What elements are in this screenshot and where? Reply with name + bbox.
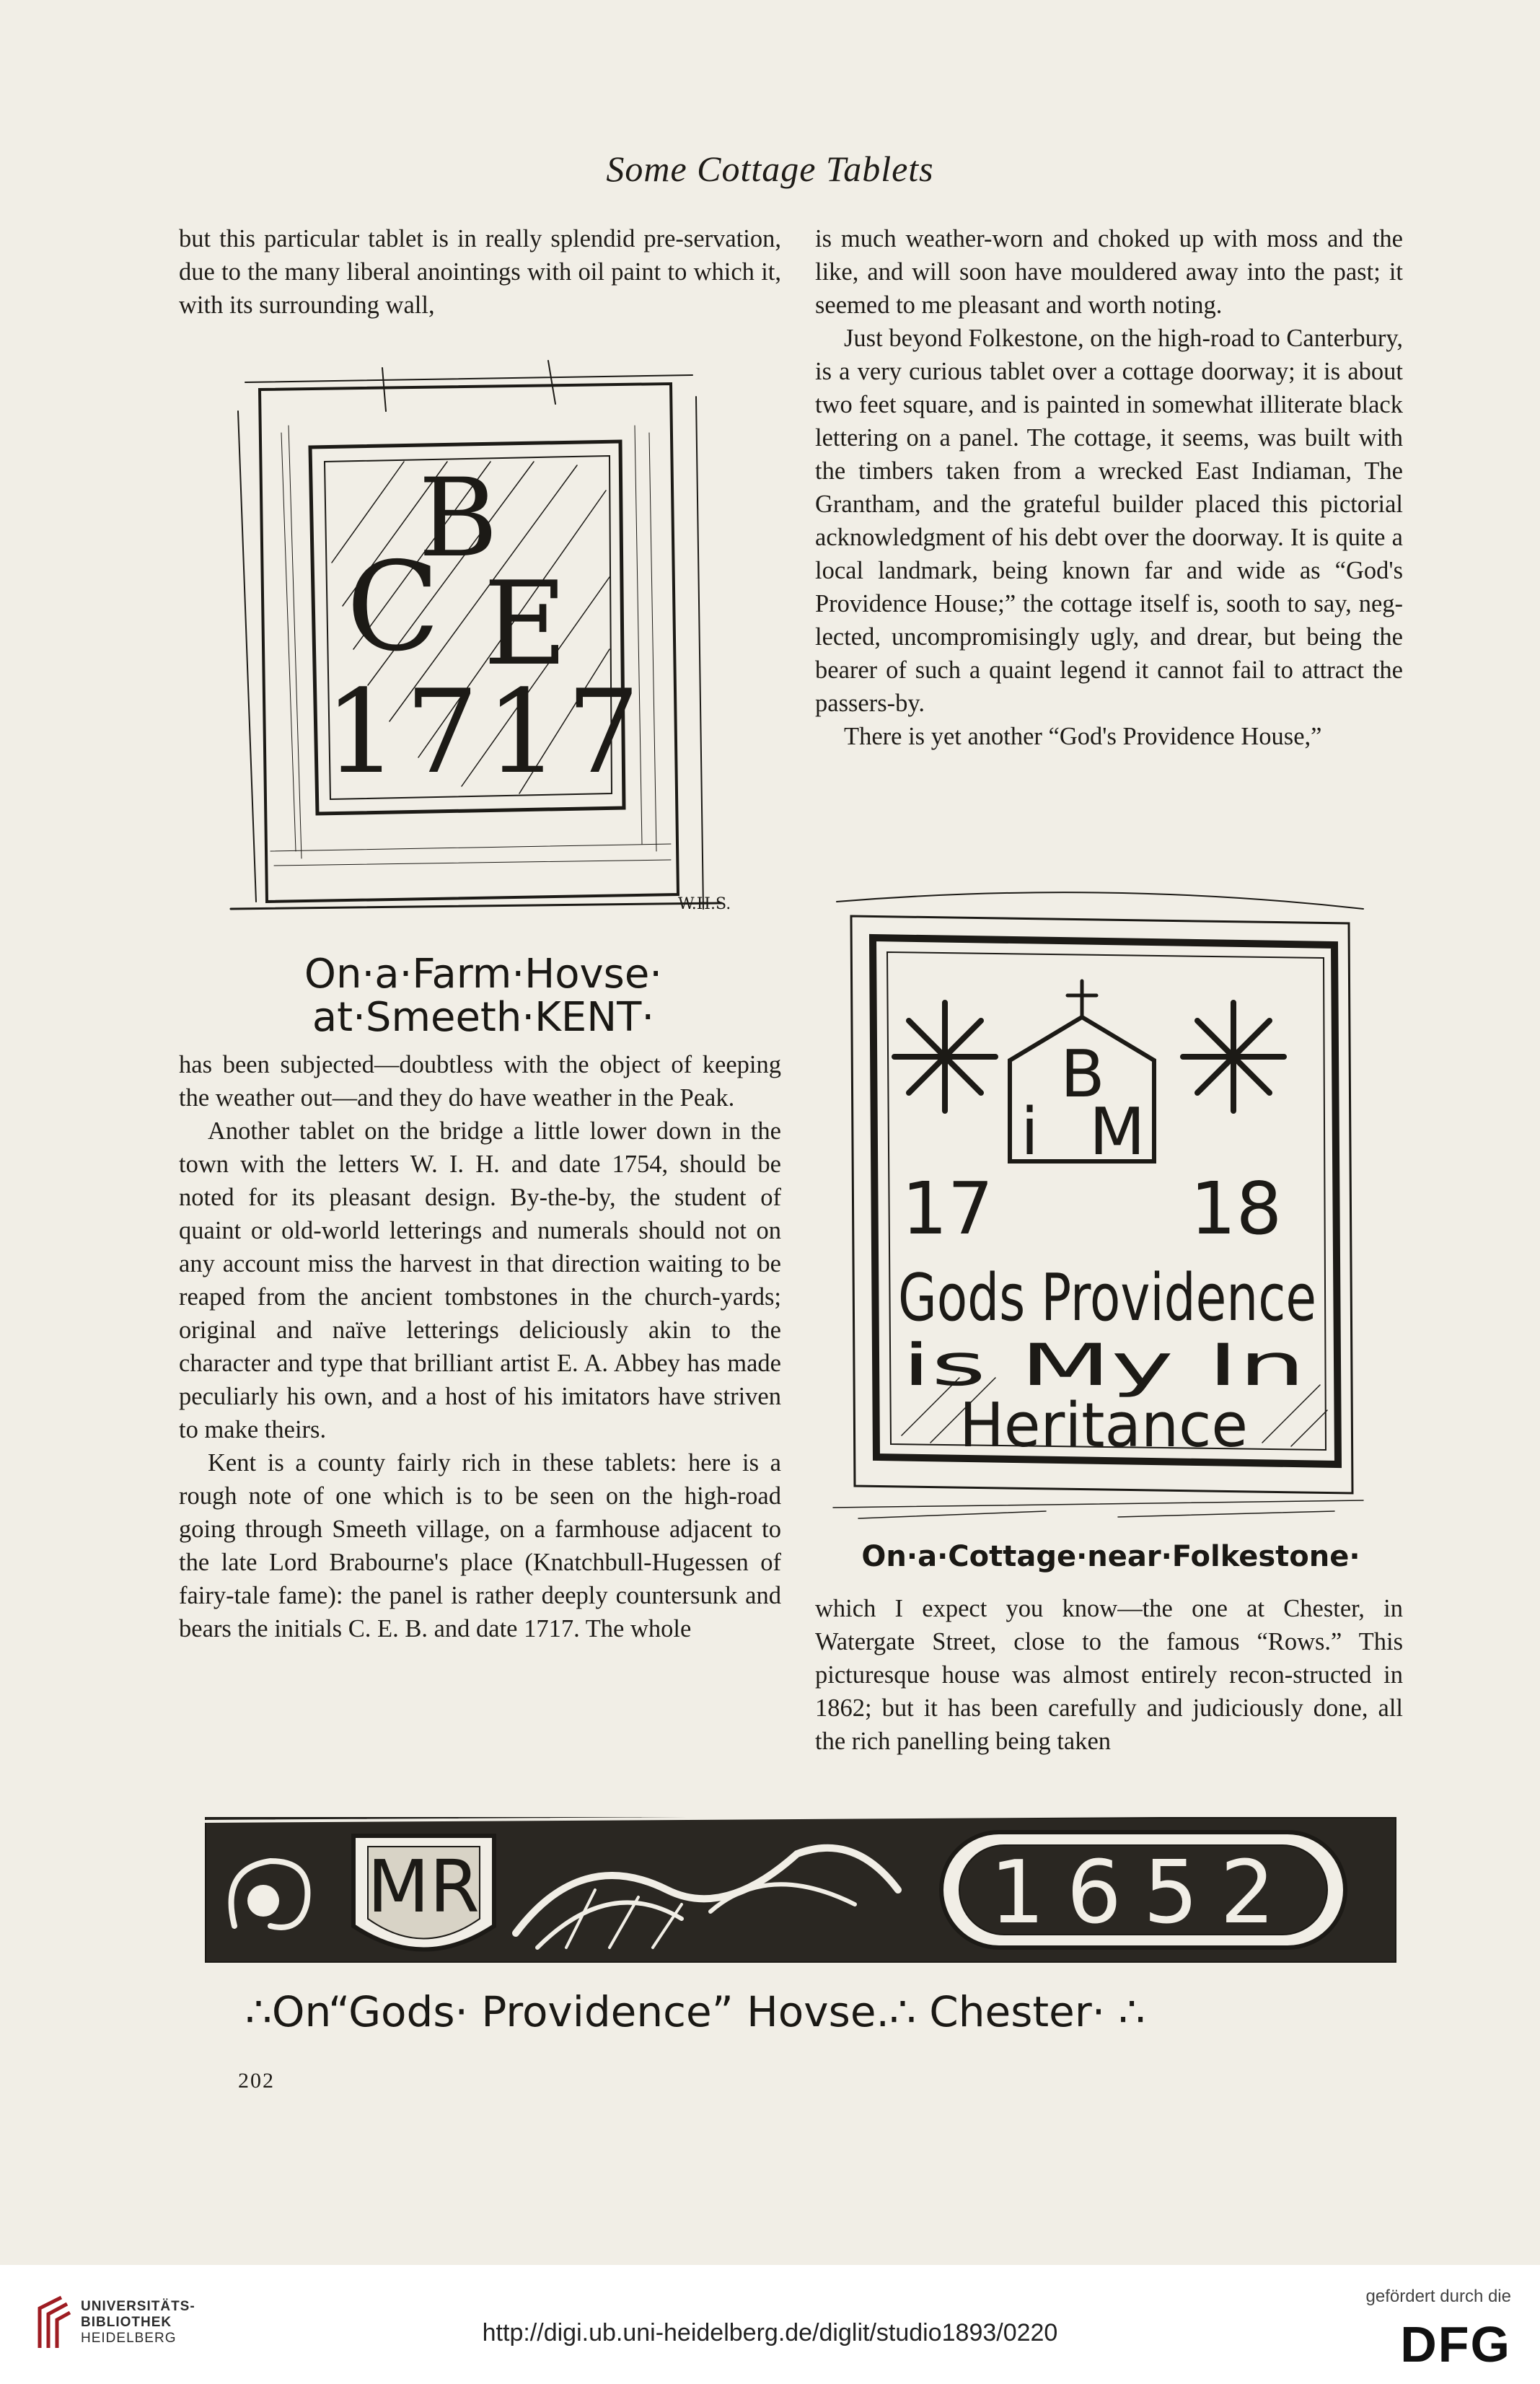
paragraph: Kent is a county fairly rich in these tablets: here is a rough note of one which is to be seen on the high-road going through Smeeth village, on a farmhouse adjacent to the late Lord Brabourne's place (Knatchbull-Hugessen of fairy-tale fame): the panel is rather deeply countersunk and bears the initials C. E. B. and date 1717. The whole: [179, 1449, 781, 1642]
library-line-1: UNIVERSITÄTS-: [81, 2299, 195, 2314]
running-head: Some Cottage Tablets: [606, 149, 934, 189]
viewer-footer: [0, 2265, 1540, 2384]
paragraph: which I expect you know—the one at Chester, in Watergate Street, close to the famous “Rows.” This picturesque house was almost entirely recon-structed in 1862; but it has been carefully and judiciously done, all the rich panelling being taken: [815, 1595, 1403, 1755]
folkestone-tablet-illustration: [830, 873, 1378, 1522]
paragraph: but this particular tablet is in really splendid pre-servation, due to the many liberal anointings with oil paint to which it, with its surrounding wall,: [179, 225, 781, 319]
funding-label: gefördert durch die: [1365, 2287, 1511, 2306]
tablet-date-right: 18: [1190, 1166, 1282, 1251]
tablet-date: 1717: [325, 664, 648, 799]
left-column-bottom: [179, 1048, 781, 1645]
paragraph: Another tablet on the bridge a little lower down in the town with the letters W. I. H. and date 1754, should be noted for its pleasant design. By-the-by, the student of quaint or old-world letterings and numerals should not on any account miss the harvest in that direction waiting to be reaped from the ancient tombstones in the church-yards; original and naïve letterings deliciously akin to the character and type that brilliant artist E. A. Abbey has made peculiarly his own, and a host of his imitators have striven to make theirs.: [179, 1117, 781, 1443]
tablet-initial-b: B: [1060, 1037, 1105, 1112]
tablet-line-1: Gods Providence: [898, 1260, 1316, 1336]
library-line-2: BIBLIOTHEK: [81, 2315, 172, 2330]
artist-signature: W.H.S.: [678, 895, 731, 913]
paragraph: Just beyond Folkestone, on the high-road to Canterbury, is a very curious tablet over a cottage doorway; it is about two feet square, and is painted in somewhat illiterate black lettering on a panel. The cottage, it seems, was built with the timbers taken from a wrecked East Indiaman, The Grantham, and the grateful builder placed this pictorial acknowledgment of his debt over the doorway. It is quite a local landmark, being known far and wide as “God's Providence House;” the cottage itself is, sooth to say, neg-lected, uncompromisingly ugly, and drear, but being the bearer of such a quaint legend it cannot fail to attract the passers-by.: [815, 325, 1403, 717]
shield-letters: MR: [367, 1844, 480, 1929]
right-column-bottom: [815, 1592, 1403, 1758]
left-column-top: [179, 222, 781, 322]
chester-beam-illustration: [206, 1803, 1396, 1976]
farmhouse-tablet-illustration: [216, 346, 750, 923]
tablet-letter-b: B: [418, 456, 498, 581]
tablet-initial-i: i: [1021, 1094, 1039, 1170]
tablet-initial-m: M: [1089, 1094, 1145, 1170]
fig2-caption: On·a·Cottage·near·Folkestone·: [861, 1540, 1360, 1573]
paragraph: has been subjected—doubtless with the object of keeping the weather out—and they do have weather in the Peak.: [179, 1051, 781, 1112]
tablet-line-3: Heritance: [959, 1390, 1248, 1461]
paragraph: is much weather-worn and choked up with moss and the like, and will soon have mouldered away into the past; it seemed to me pleasant and worth noting.: [815, 225, 1403, 319]
dfg-logo: DFG: [1400, 2316, 1511, 2372]
page-number: 202: [238, 2069, 275, 2093]
tablet-line-2: is My In: [902, 1332, 1306, 1399]
fig1-caption-line2: at·Smeeth·KENT·: [312, 994, 655, 1041]
tablet-letter-e: E: [483, 556, 568, 691]
fig3-caption: ∴On“Gods· Providence” Hovse.∴ Chester· ∴: [245, 1987, 1145, 2036]
paragraph: There is yet another “God's Providence House,”: [844, 723, 1322, 750]
tablet-date-left: 17: [902, 1166, 994, 1251]
library-line-3: HEIDELBERG: [81, 2331, 177, 2346]
tablet-letter-c: C: [346, 536, 441, 679]
right-column-top: [815, 222, 1403, 753]
permalink-url[interactable]: http://digi.ub.uni-heidelberg.de/diglit/studio1893/0220: [482, 2319, 1058, 2346]
fig1-caption-line1: On·a·Farm·Hovse·: [304, 951, 663, 998]
beam-date: 1652: [990, 1843, 1297, 1943]
